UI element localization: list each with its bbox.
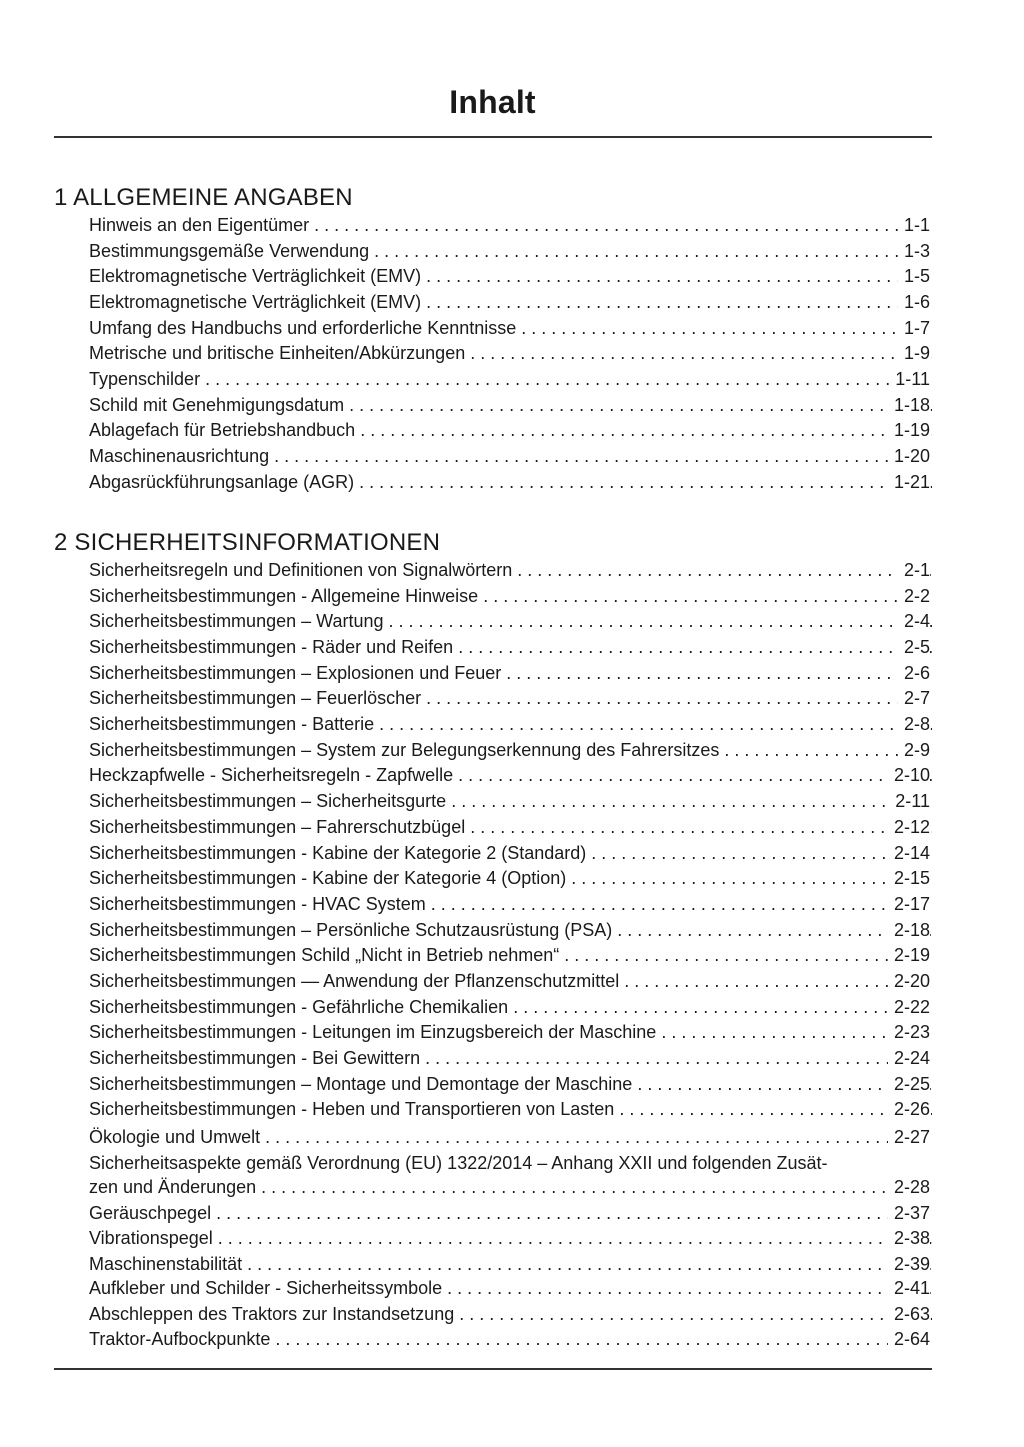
section-heading: 2 SICHERHEITSINFORMATIONEN — [54, 529, 441, 556]
entry-page-number: 1-5 — [898, 264, 930, 290]
entry-title: Sicherheitsbestimmungen - Batterie . . . — [89, 712, 932, 738]
entry-title: Sicherheitsbestimmungen - Allgemeine Hinweise . . . — [89, 584, 932, 610]
entry-title: Sicherheitsbestimmungen - Kabine der Kategorie 4 (Option) . . . — [89, 866, 932, 892]
entry-title: Aufkleber und Schilder - Sicherheitssymbole . . . — [89, 1276, 932, 1302]
entry-page-number: 2-27 — [888, 1125, 930, 1151]
entry-title: Sicherheitsbestimmungen – Montage und Demontage der Maschine . . . — [89, 1072, 932, 1098]
entry-title: Sicherheitsbestimmungen - Leitungen im Einzugsbereich der Maschine . . . — [89, 1020, 932, 1046]
entry-page-number: 2-20 — [888, 969, 930, 995]
entry-page-number: 2-14 — [888, 841, 930, 867]
entry-page-number: 2-6 — [898, 661, 930, 687]
toc-entry[interactable] — [89, 444, 932, 470]
entry-page-number: 1-18 — [888, 393, 930, 419]
toc-entry[interactable] — [89, 995, 932, 1021]
entry-page-number: 1-9 — [898, 341, 930, 367]
toc-entry[interactable] — [89, 892, 932, 918]
toc-entry[interactable] — [89, 969, 932, 995]
toc-entry[interactable] — [89, 341, 932, 367]
entry-page-number: 2-7 — [898, 686, 930, 712]
toc-entry[interactable] — [89, 1302, 932, 1328]
entry-page-number: 2-37 — [888, 1201, 930, 1227]
toc-entry[interactable] — [89, 661, 932, 687]
entry-title: Sicherheitsbestimmungen – System zur Belegungserkennung des Fahrersitzes . . . — [89, 738, 932, 764]
entry-page-number: 2-17 — [888, 892, 930, 918]
toc-list — [54, 213, 932, 496]
entry-page-number: 1-3 — [898, 239, 930, 265]
header-divider — [54, 136, 932, 138]
entry-title: Elektromagnetische Verträglichkeit (EMV) . . . — [89, 290, 932, 316]
entry-page-number: 2-18 — [888, 918, 930, 944]
toc-entry[interactable] — [89, 558, 932, 584]
toc-entry[interactable] — [89, 789, 932, 815]
entry-page-number: 2-1 — [898, 558, 930, 584]
entry-title: Sicherheitsbestimmungen - Gefährliche Chemikalien . . . — [89, 995, 932, 1021]
toc-entry[interactable] — [89, 1227, 932, 1253]
entry-title: Umfang des Handbuchs und erforderliche Kenntnisse . . . — [89, 316, 932, 342]
entry-page-number: 1-20 — [888, 444, 930, 470]
entry-page-number: 2-5 — [898, 635, 930, 661]
toc-entry[interactable] — [89, 1252, 932, 1278]
toc-entry[interactable] — [89, 635, 932, 661]
entry-page-number: 1-21 — [888, 470, 930, 496]
entry-page-number: 2-2 — [898, 584, 930, 610]
entry-page-number: 2-63 — [888, 1302, 930, 1328]
entry-title: Hinweis an den Eigentümer . . . — [89, 213, 932, 239]
toc-entry[interactable] — [89, 1072, 932, 1098]
entry-page-number: 2-8 — [898, 712, 930, 738]
entry-title: Sicherheitsbestimmungen - Kabine der Kategorie 2 (Standard) . . . — [89, 841, 932, 867]
toc-entry[interactable] — [89, 1125, 932, 1151]
entry-title: Maschinenausrichtung . . . — [89, 444, 932, 470]
toc-entry[interactable] — [89, 1151, 932, 1201]
entry-page-number: 2-9 — [898, 738, 930, 764]
toc-entry[interactable] — [89, 1276, 932, 1302]
toc-entry[interactable] — [89, 609, 932, 635]
entry-title: Sicherheitsaspekte gemäß Verordnung (EU) 1322/2014 – Anhang XXII und folgenden Zusät- — [89, 1152, 828, 1173]
entry-page-number: 2-19 — [888, 943, 930, 969]
entry-title: Sicherheitsbestimmungen – Wartung . . . — [89, 609, 932, 635]
entry-title: Sicherheitsbestimmungen – Sicherheitsgurte . . . — [89, 789, 932, 815]
entry-title: Maschinenstabilität . . . — [89, 1252, 932, 1278]
entry-page-number: 1-1 — [898, 213, 930, 239]
entry-title: Geräuschpegel . . . — [89, 1201, 932, 1227]
toc-entry[interactable] — [89, 1201, 932, 1227]
entry-title: Elektromagnetische Verträglichkeit (EMV) . . . — [89, 264, 932, 290]
entry-title: Typenschilder . . . — [89, 367, 932, 393]
toc-entry[interactable] — [89, 1327, 932, 1353]
entry-title: Schild mit Genehmigungsdatum . . . — [89, 393, 932, 419]
entry-title: Sicherheitsbestimmungen – Explosionen und Feuer . . . — [89, 661, 932, 687]
entry-page-number: 2-23 — [888, 1020, 930, 1046]
entry-title: Sicherheitsbestimmungen - Bei Gewittern . . . — [89, 1046, 932, 1072]
entry-title: Ablagefach für Betriebshandbuch . . . — [89, 419, 932, 445]
toc-entry[interactable] — [89, 943, 932, 969]
toc-entry[interactable] — [89, 419, 932, 445]
entry-title: Sicherheitsbestimmungen - Räder und Reifen . . . — [89, 635, 932, 661]
toc-section-2 — [54, 528, 932, 1353]
entry-title: Sicherheitsregeln und Definitionen von Signalwörtern . . . — [89, 558, 932, 584]
entry-page-number: 2-24 — [888, 1046, 930, 1072]
toc-entry[interactable] — [89, 738, 932, 764]
entry-page-number: 2-41 — [888, 1276, 930, 1302]
entry-page-number: 2-64 — [888, 1327, 930, 1353]
footer-divider — [54, 1368, 932, 1370]
toc-entry[interactable] — [89, 815, 932, 841]
entry-page-number: 1-6 — [898, 290, 930, 316]
toc-entry[interactable] — [89, 470, 932, 496]
entry-title: Abschleppen des Traktors zur Instandsetzung . . . — [89, 1302, 932, 1328]
toc-entry[interactable] — [89, 316, 932, 342]
entry-title: Heckzapfwelle - Sicherheitsregeln - Zapfwelle . . . — [89, 764, 932, 790]
toc-entry[interactable] — [89, 213, 932, 239]
toc-entry[interactable] — [89, 1097, 932, 1123]
entry-title: Sicherheitsbestimmungen – Persönliche Schutzausrüstung (PSA) . . . — [89, 918, 932, 944]
entry-title: Sicherheitsbestimmungen - Heben und Transportieren von Lasten . . . — [89, 1097, 932, 1123]
toc-entry[interactable] — [89, 686, 932, 712]
entry-title: Sicherheitsbestimmungen Schild „Nicht in Betrieb nehmen“ . . . — [89, 943, 932, 969]
toc-entry[interactable] — [89, 866, 932, 892]
toc-entry[interactable] — [89, 393, 932, 419]
entry-title: Ökologie und Umwelt . . . — [89, 1125, 932, 1151]
toc-entry[interactable] — [89, 264, 932, 290]
entry-page-number: 2-15 — [888, 866, 930, 892]
toc-entry[interactable] — [89, 712, 932, 738]
toc-entry[interactable] — [89, 841, 932, 867]
entry-page-number: 1-11 — [889, 367, 930, 393]
entry-title: Metrische und britische Einheiten/Abkürzungen . . . — [89, 341, 932, 367]
entry-page-number: 2-11 — [889, 789, 930, 815]
entry-title: Bestimmungsgemäße Verwendung . . . — [89, 239, 932, 265]
toc-entry[interactable] — [89, 1020, 932, 1046]
entry-title: Traktor-Aufbockpunkte . . . — [89, 1327, 932, 1353]
entry-title: Sicherheitsbestimmungen – Fahrerschutzbügel . . . — [89, 815, 932, 841]
entry-page-number: 2-4 — [898, 609, 930, 635]
entry-page-number: 2-39 — [888, 1252, 930, 1278]
toc-section-1 — [54, 183, 932, 496]
entry-page-number: 2-10 — [888, 764, 930, 790]
entry-page-number: 2-22 — [888, 995, 930, 1021]
page-title: Inhalt — [449, 84, 536, 120]
section-heading: 1 ALLGEMEINE ANGABEN — [54, 184, 353, 211]
toc-entry[interactable] — [89, 239, 932, 265]
entry-page-number: 2-26 — [888, 1097, 930, 1123]
entry-page-number: 2-25 — [888, 1072, 930, 1098]
entry-page-number: 2-28 — [888, 1175, 930, 1201]
toc-entry[interactable] — [89, 764, 932, 790]
toc-entry[interactable] — [89, 290, 932, 316]
entry-title: Vibrationspegel . . . — [89, 1227, 932, 1253]
entry-title: Abgasrückführungsanlage (AGR) . . . — [89, 470, 932, 496]
toc-entry[interactable] — [89, 918, 932, 944]
entry-title: Sicherheitsbestimmungen - HVAC System . . . — [89, 892, 932, 918]
entry-title: Sicherheitsbestimmungen – Feuerlöscher . . . — [89, 686, 932, 712]
entry-page-number: 2-38 — [888, 1227, 930, 1253]
toc-entry[interactable] — [89, 584, 932, 610]
entry-title: Sicherheitsbestimmungen — Anwendung der Pflanzenschutzmittel . . . — [89, 969, 932, 995]
toc-entry[interactable] — [89, 1046, 932, 1072]
entry-page-number: 1-19 — [888, 419, 930, 445]
toc-entry[interactable] — [89, 367, 932, 393]
entry-page-number: 2-12 — [888, 815, 930, 841]
entry-page-number: 1-7 — [898, 316, 930, 342]
entry-title-continued: zen und Änderungen . . . — [89, 1175, 932, 1201]
toc-list — [54, 558, 932, 1353]
